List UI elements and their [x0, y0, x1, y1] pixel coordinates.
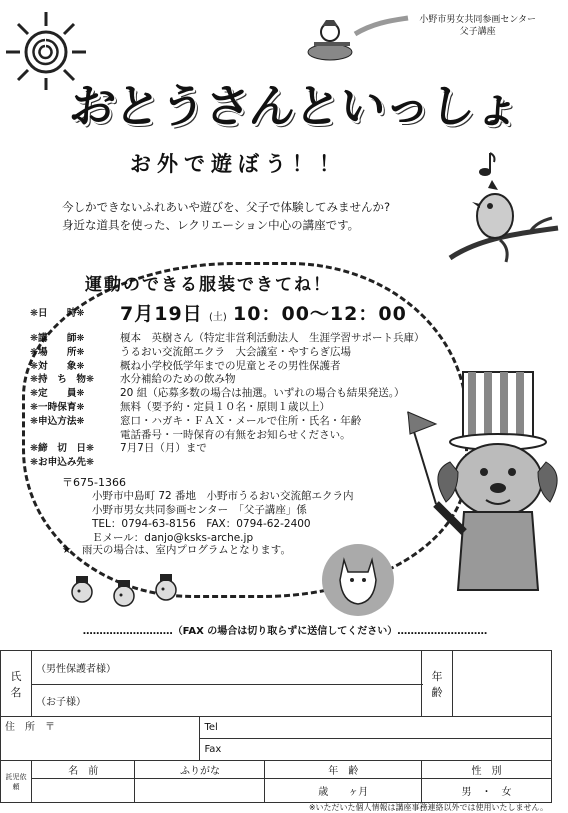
contact-zip: 〒675-1366	[62, 476, 126, 489]
target-label: ❋対 象❋	[30, 360, 85, 372]
deadline-label: ❋締 切 日❋	[30, 443, 95, 455]
capacity-row	[30, 387, 450, 401]
guardian-name-field[interactable]	[32, 651, 422, 685]
col-gender-header: 性 別	[422, 761, 552, 779]
date-value	[120, 300, 450, 332]
application-form	[0, 650, 552, 803]
cat-illustration	[318, 540, 398, 620]
cut-line: ………………………（FAX の場合は切り取らずに送信してください）………………………	[82, 626, 488, 637]
contact-address-1: 小野市中島町 72 番地 小野市うるおい交流館エクラ内	[92, 490, 354, 502]
contact-email: Ｅメール：danjo@ksks-arche.jp	[92, 532, 254, 544]
apply-label: ❋申込方法❋	[30, 415, 85, 427]
bring-row	[30, 373, 450, 387]
childcare-request-label: 託児依頼	[1, 761, 32, 803]
contact-tel-fax: TEL：0794-63-8156 FAX：0794-62-2400	[92, 518, 311, 530]
hero-title: おとうさんといっしょ	[66, 79, 523, 133]
capacity-label: ❋定 員❋	[30, 388, 85, 400]
airplane-illustration	[300, 12, 410, 72]
col-kana-header: ふりがな	[135, 761, 265, 779]
place-value: うるおい交流館エクラ 大会議室・やすらぎ広場	[120, 345, 351, 358]
bring-label: ❋持 ち 物❋	[30, 374, 95, 386]
time-text: 10：00〜12：00	[233, 303, 407, 325]
bird-on-branch-illustration	[440, 178, 560, 278]
childcare-value: 無料（要予約・定員１０名・原則１歳以上）	[120, 400, 330, 413]
childcare-label: ❋一時保育❋	[30, 401, 85, 413]
child-name-field[interactable]	[32, 685, 422, 717]
dog-with-hat-illustration	[388, 362, 568, 602]
bubble-title: 運動のできる服装できてね！	[85, 275, 332, 295]
fax-label: Fax	[204, 744, 222, 755]
apply-value-1: 窓口・ハガキ・ＦＡＸ・メールで住所・氏名・年齢	[120, 414, 362, 427]
childcare-name-field[interactable]	[32, 779, 135, 803]
target-value: 概ね小学校低学年までの児童とその男性保護者	[120, 359, 341, 372]
age-label: 年 齢	[422, 651, 453, 717]
organizer	[419, 14, 536, 38]
contact-address-2: 小野市男女共同参画センター 「父子講座」係	[92, 504, 307, 516]
bring-value: 水分補給のための飲み物	[120, 373, 236, 386]
deadline-row	[30, 442, 450, 456]
intro-text	[62, 198, 390, 234]
course-name: 父子講座	[459, 27, 496, 37]
address-field[interactable]	[1, 717, 200, 761]
date-day: (土)	[208, 312, 227, 323]
fax-field[interactable]	[200, 739, 552, 761]
deadline-value: 7月7日（月）まで	[120, 442, 207, 455]
target-row	[30, 360, 450, 374]
childcare-row	[30, 401, 450, 415]
intro-line-2: 身近な道具を使った、レクリエーション中心の講座です。	[62, 218, 360, 232]
subtitle: お外で遊ぼう！！	[130, 152, 346, 176]
tel-label: Tel	[204, 722, 218, 733]
lecturer-row	[30, 332, 450, 346]
lecturer-label: ❋講 師❋	[30, 333, 85, 344]
contact-address	[92, 489, 354, 545]
apply-value-2: 電話番号・一時保育の有無をお知らせください。	[120, 428, 351, 441]
event-details	[30, 300, 450, 470]
apply-row	[30, 415, 450, 429]
date-label: ❋日 時❋	[30, 308, 85, 319]
age-field[interactable]	[453, 651, 552, 717]
address-label: 住 所 〒	[5, 722, 55, 733]
col-age-header: 年 齢	[265, 761, 422, 779]
rain-note: ★ 雨天の場合は、室内プログラムとなります。	[62, 544, 291, 556]
col-name-header: 名 前	[32, 761, 135, 779]
contact-label-row	[30, 456, 450, 470]
place-row	[30, 346, 450, 360]
childcare-gender-field[interactable]: 男 ・ 女	[422, 779, 552, 803]
place-label: ❋場 所❋	[30, 346, 85, 358]
guardian-hint: （男性保護者様）	[36, 664, 116, 675]
childcare-kana-field[interactable]	[135, 779, 265, 803]
privacy-note: ※いただいた個人情報は講座事務連絡以外では使用いたしません。	[308, 803, 548, 812]
date-row	[30, 300, 450, 332]
date-text: 7月19日	[120, 303, 203, 325]
organizer-name: 小野市男女共同参画センター	[419, 15, 536, 25]
tel-field[interactable]	[200, 717, 552, 739]
contact-label: ❋お申込み先❋	[30, 457, 95, 469]
apply-row-2	[30, 429, 450, 443]
name-label: 氏 名	[1, 651, 32, 717]
childcare-age-field[interactable]: 歳 ヶ月	[265, 779, 422, 803]
music-note-icon	[478, 150, 498, 178]
intro-line-1: 今しかできないふれあいや遊びを、父子で体験してみませんか?	[62, 200, 391, 214]
child-hint: （お子様）	[36, 697, 86, 708]
lecturer-value: 榎本 英樹さん（特定非営利活動法人 生涯学習サポート兵庫）	[120, 332, 425, 344]
capacity-value: 20 組（応募多数の場合は抽選。いずれの場合も結果発送。）	[120, 387, 405, 400]
chicks-illustration	[62, 562, 192, 612]
